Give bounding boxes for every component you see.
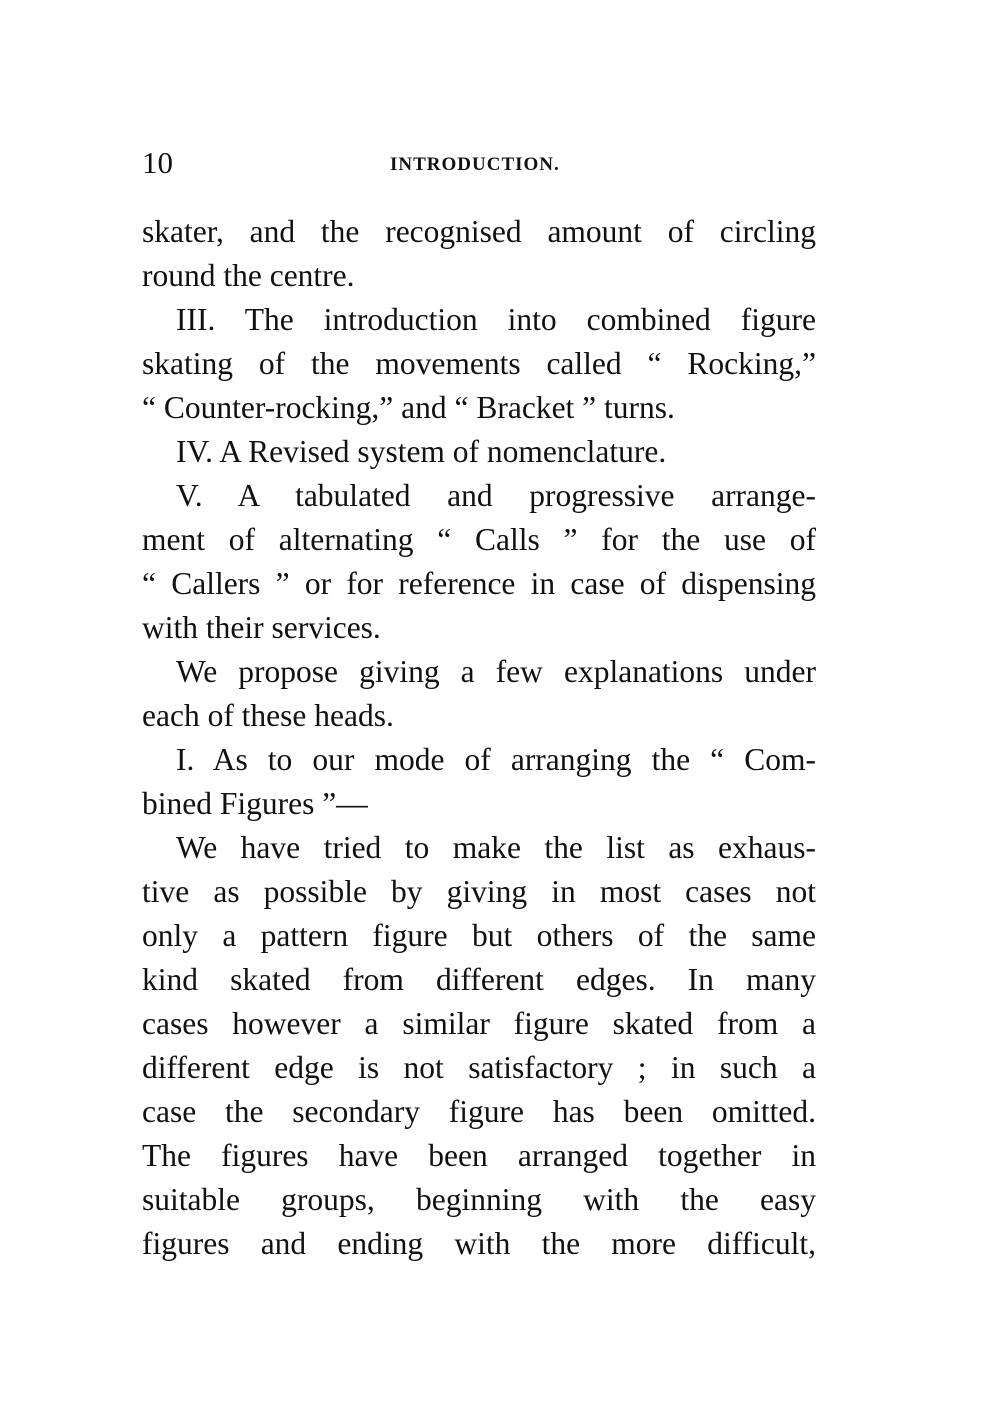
body-text xyxy=(142,210,816,1266)
page-number: 10 xyxy=(142,145,173,180)
text-line: cases however a similar figure skated from a xyxy=(142,1006,816,1041)
text-line: kind skated from different edges. In many xyxy=(142,962,816,997)
text-line: We have tried to make the list as exhaus- xyxy=(176,830,816,865)
text-line: only a pattern figure but others of the same xyxy=(142,918,816,953)
text-line: figures and ending with the more difficult, xyxy=(142,1226,816,1261)
text-line: ment of alternating “ Calls ” for the use of xyxy=(142,522,816,557)
text-line: “ Callers ” or for reference in case of dispensing xyxy=(142,566,816,601)
text-line: The figures have been arranged together in xyxy=(142,1138,816,1173)
text-line: I. As to our mode of arranging the “ Com- xyxy=(176,742,816,777)
text-line: skater, and the recognised amount of circling xyxy=(142,214,816,249)
text-line: “ Counter-rocking,” and “ Bracket ” turns. xyxy=(142,390,675,425)
text-line: tive as possible by giving in most cases not xyxy=(142,874,816,909)
running-title: INTRODUCTION. xyxy=(390,154,560,175)
text-line: round the centre. xyxy=(142,258,355,293)
text-line: V. A tabulated and progressive arrange- xyxy=(176,478,816,513)
text-line: case the secondary figure has been omitted. xyxy=(142,1094,816,1129)
running-head xyxy=(142,143,816,183)
text-line: skating of the movements called “ Rocking,” xyxy=(142,346,816,381)
text-line: We propose giving a few explanations under xyxy=(176,654,816,689)
text-line: IV. A Revised system of nomenclature. xyxy=(176,434,667,469)
text-line: different edge is not satisfactory ; in such a xyxy=(142,1050,816,1085)
text-line: each of these heads. xyxy=(142,698,394,733)
text-line: bined Figures ”— xyxy=(142,786,368,821)
text-line: suitable groups, beginning with the easy xyxy=(142,1182,816,1217)
text-line: III. The introduction into combined figure xyxy=(176,302,816,337)
text-line: with their services. xyxy=(142,610,381,645)
